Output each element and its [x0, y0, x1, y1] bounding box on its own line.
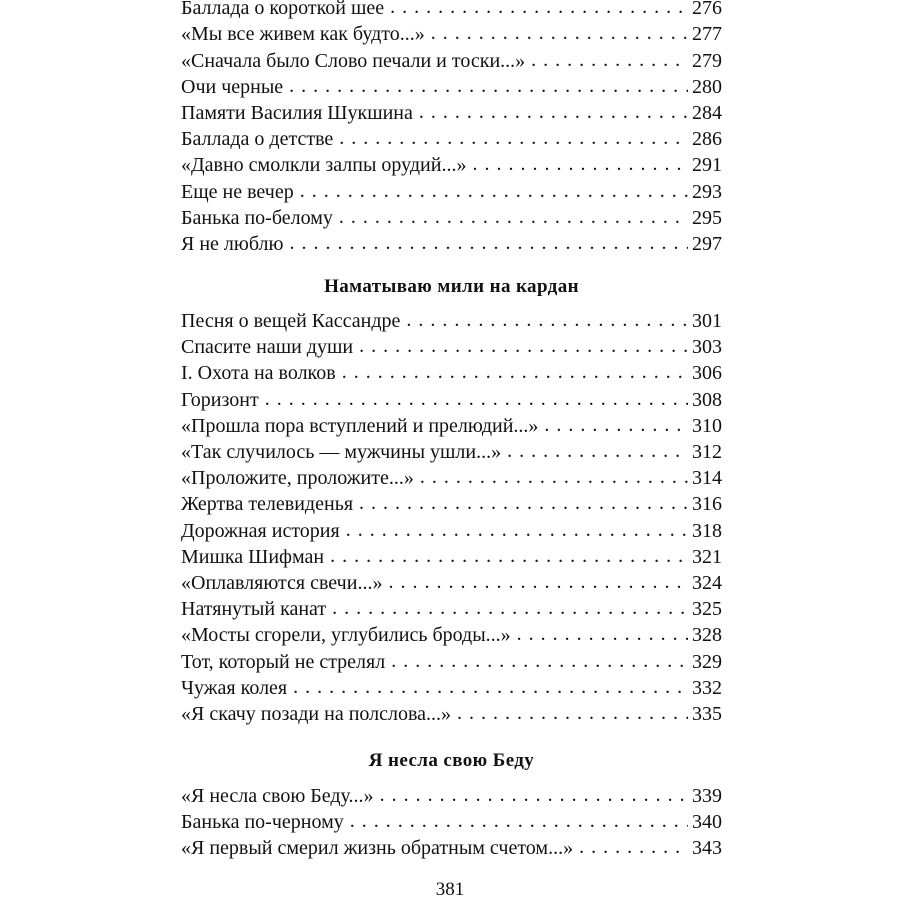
toc-entry-title: Баллада о детстве: [181, 128, 334, 151]
toc-entry-page: 284: [692, 101, 722, 124]
toc-section-continued: [181, 0, 722, 256]
toc-entry-page: 321: [692, 545, 722, 568]
toc-entry[interactable]: [181, 464, 722, 490]
dot-leader: [390, 0, 688, 20]
toc-entry-page: 310: [692, 414, 722, 437]
dot-leader: [507, 439, 688, 464]
toc-entry-title: Дорожная история: [181, 519, 340, 542]
toc-entry[interactable]: [181, 0, 722, 20]
toc-entry[interactable]: [181, 230, 722, 256]
toc-entry-page: 276: [692, 0, 722, 20]
toc-entry-title: Тот, который не стрелял: [181, 650, 386, 673]
toc-entry-title: I. Охота на волков: [181, 362, 336, 385]
dot-leader: [265, 387, 688, 412]
dot-leader: [359, 491, 688, 516]
toc-entry-title: Банька по-черному: [181, 811, 344, 834]
toc-entry-page: 306: [692, 362, 722, 385]
toc-entry[interactable]: [181, 333, 722, 359]
toc-entry[interactable]: [181, 543, 722, 569]
dot-leader: [339, 126, 688, 151]
toc-entry[interactable]: [181, 490, 722, 516]
toc-entry-page: 301: [692, 310, 722, 333]
toc-entry-page: 295: [692, 206, 722, 229]
dot-leader: [472, 152, 688, 177]
toc-entry-page: 291: [692, 154, 722, 177]
toc-entry[interactable]: [181, 46, 722, 72]
section-heading: Наматываю мили на кардан: [324, 275, 579, 297]
toc-entry-page: 303: [692, 336, 722, 359]
toc-entry-title: Жертва телевиденья: [181, 493, 354, 516]
toc-entry-title: «Прошла пора вступлений и прелюдий...»: [181, 414, 539, 437]
dot-leader: [342, 360, 688, 385]
toc-entry[interactable]: [181, 516, 722, 542]
toc-entry-title: «Я первый смерил жизнь обратным счетом...»: [181, 837, 574, 860]
toc-entry-page: 343: [692, 837, 722, 860]
toc-section: [181, 274, 722, 726]
toc-entry[interactable]: [181, 99, 722, 125]
dot-leader: [531, 48, 688, 73]
dot-leader: [579, 835, 688, 860]
toc-entry[interactable]: [181, 808, 722, 834]
toc-entry-title: «Так случилось — мужчины ушли...»: [181, 441, 502, 463]
toc-entry-title: Мишка Шифман: [181, 545, 325, 568]
toc-entry-page: 314: [692, 467, 722, 490]
dot-leader: [420, 465, 688, 490]
toc-entry[interactable]: [181, 700, 722, 726]
toc-entry[interactable]: [181, 647, 722, 673]
table-of-contents: [181, 0, 722, 860]
dot-leader: [330, 544, 688, 569]
toc-entry[interactable]: [181, 595, 722, 621]
dot-leader: [346, 518, 688, 543]
toc-entry-page: 297: [692, 232, 722, 255]
toc-entry-title: «Оплавляются свечи...»: [181, 571, 383, 594]
dot-leader: [300, 179, 688, 204]
section-heading: Я несла свою Беду: [368, 749, 535, 771]
toc-entry-page: 339: [692, 785, 722, 808]
toc-entry-title: Песня о вещей Кассандре: [181, 310, 401, 333]
toc-section: [181, 748, 722, 861]
toc-entry-page: 318: [692, 519, 722, 542]
toc-entry-title: Баллада о короткой шее: [181, 0, 385, 20]
toc-entry-page: 312: [692, 441, 722, 463]
toc-entry-page: 340: [692, 811, 722, 834]
toc-entry[interactable]: [181, 782, 722, 808]
toc-entry-title: Спасите наши души: [181, 336, 354, 359]
dot-leader: [406, 308, 688, 333]
toc-entry-title: Очи черные: [181, 75, 284, 98]
toc-entry[interactable]: [181, 674, 722, 700]
toc-entry-page: 277: [692, 23, 722, 46]
toc-entry-page: 316: [692, 493, 722, 516]
toc-entry[interactable]: [181, 438, 722, 464]
toc-entry-title: Горизонт: [181, 388, 259, 411]
toc-entry[interactable]: [181, 73, 722, 99]
toc-entry[interactable]: [181, 20, 722, 46]
toc-entry[interactable]: [181, 177, 722, 203]
dot-leader: [419, 100, 688, 125]
dot-leader: [431, 21, 688, 46]
toc-entry-title: Памяти Василия Шукшина: [181, 101, 413, 124]
toc-entry-title: «Мы все живем как будто...»: [181, 23, 425, 46]
toc-entry[interactable]: [181, 385, 722, 411]
toc-entry-title: «Сначала было Слово печали и тоски...»: [181, 49, 526, 72]
dot-leader: [544, 413, 688, 438]
toc-entry-title: «Я несла свою Беду...»: [181, 785, 374, 808]
toc-entry-title: Натянутый канат: [181, 598, 327, 621]
dot-leader: [388, 570, 688, 595]
dot-leader: [350, 809, 688, 834]
dot-leader: [380, 783, 688, 808]
toc-entry[interactable]: [181, 621, 722, 647]
toc-entry-page: 324: [692, 571, 722, 594]
toc-entry-page: 332: [692, 676, 722, 699]
toc-entry-page: 325: [692, 598, 722, 621]
toc-entry-title: Чужая колея: [181, 676, 288, 699]
toc-entry-title: Еще не вечер: [181, 180, 294, 203]
dot-leader: [359, 334, 688, 359]
toc-entry-title: Я не люблю: [181, 232, 284, 255]
dot-leader: [289, 74, 688, 99]
toc-entry-page: 286: [692, 128, 722, 151]
toc-entry[interactable]: [181, 125, 722, 151]
page-number: 381: [435, 879, 465, 900]
toc-entry-title: «Я скачу позади на полслова...»: [181, 702, 452, 725]
toc-entry[interactable]: [181, 204, 722, 230]
dot-leader: [289, 231, 688, 256]
toc-entry[interactable]: [181, 412, 722, 438]
dot-leader: [517, 622, 688, 647]
toc-entry-page: 329: [692, 650, 722, 673]
toc-entry[interactable]: [181, 834, 722, 860]
toc-entry-page: 335: [692, 702, 722, 725]
toc-entry-page: 293: [692, 180, 722, 203]
dot-leader: [457, 701, 688, 726]
toc-entry-page: 280: [692, 75, 722, 98]
toc-entry[interactable]: [181, 569, 722, 595]
dot-leader: [339, 205, 688, 230]
toc-entry[interactable]: [181, 151, 722, 177]
toc-entry-title: «Мосты сгорели, углубились броды...»: [181, 624, 511, 647]
toc-entry-page: 279: [692, 49, 722, 72]
toc-entry-page: 328: [692, 624, 722, 647]
toc-entry-title: Банька по-белому: [181, 206, 333, 229]
toc-entry-page: 308: [692, 388, 722, 411]
dot-leader: [332, 596, 688, 621]
toc-entry-title: «Проложите, проложите...»: [181, 467, 414, 490]
toc-entry[interactable]: [181, 307, 722, 333]
toc-entry[interactable]: [181, 359, 722, 385]
toc-entry-title: «Давно смолкли залпы орудий...»: [181, 154, 467, 177]
dot-leader: [391, 649, 688, 674]
dot-leader: [293, 675, 688, 700]
